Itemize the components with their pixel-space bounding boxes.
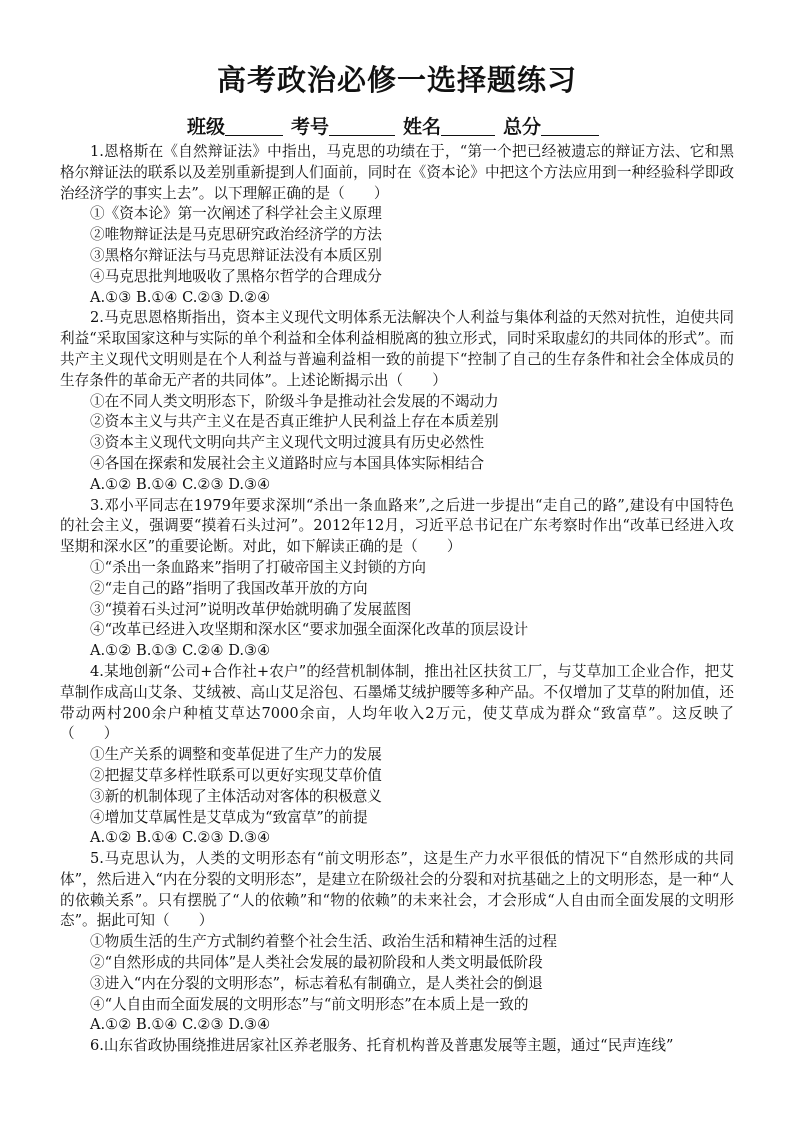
option-1: ①在不同人类文明形态下，阶级斗争是推动社会发展的不竭动力	[90, 392, 499, 410]
option-4: ④“人自由而全面发展的文明形态”与“前文明形态”在本质上是一致的	[90, 995, 529, 1013]
option-4: ④增加艾草属性是艾草成为“致富草”的前提	[90, 808, 368, 826]
exam-number-blank[interactable]	[329, 117, 395, 136]
exam-number-label: 考号	[290, 116, 329, 138]
total-score-label: 总分	[503, 116, 542, 138]
answer-choices: A.①② B.①④ C.②③ D.③④	[90, 829, 271, 847]
name-label: 姓名	[403, 116, 442, 138]
option-2: ②“走自己的路”指明了我国改革开放的方向	[90, 579, 368, 597]
page-title: 高考政治必修一选择题练习	[216, 63, 577, 97]
class-blank[interactable]	[225, 117, 283, 136]
option-3: ③“摸着石头过河”说明改革伊始就明确了发展蓝图	[90, 600, 412, 618]
question-3	[60, 496, 734, 662]
question-5	[60, 849, 734, 1036]
option-1: ①物质生活的生产方式制约着整个社会生活、政治生活和精神生活的过程	[90, 933, 558, 951]
option-3: ③进入“内在分裂的文明形态”，标志着私有制确立，是人类社会的倒退	[90, 974, 543, 992]
question-stem: 6.山东省政协围绕推进居家社区养老服务、托育机构普及普惠发展等主题，通过“民声连线”	[90, 1037, 674, 1055]
option-3: ③黑格尔辩证法与马克思辩证法没有本质区别	[90, 246, 382, 264]
question-6	[60, 1036, 734, 1057]
question-1	[60, 142, 734, 308]
question-stem: 4.某地创新“公司+合作社+农户”的经营机制体制，推出社区扶贫工厂，与艾草加工企业合作，把艾草制作成高山艾条、艾绒被、高山艾足浴包、石墨烯艾绒护腰等多种产品。不仅增加了艾草的附加值，还带动两村200余户种植艾草达7000余亩，人均年收入2万元，使艾草成为群众“致富草”。这反映了（ ）	[60, 662, 734, 743]
question-2	[60, 308, 734, 495]
option-4: ④马克思批判地吸收了黑格尔哲学的合理成分	[90, 267, 382, 285]
option-2: ②唯物辩证法是马克思研究政治经济学的方法	[90, 226, 382, 244]
student-info-line	[0, 112, 794, 139]
option-4: ④“改革已经进入攻坚期和深水区“要求加强全面深化改革的顶层设计	[90, 621, 529, 639]
option-1: ①生产关系的调整和变革促进了生产力的发展	[90, 746, 382, 764]
answer-choices: A.①② B.①③ C.②④ D.③④	[90, 642, 271, 660]
option-2: ②资本主义与共产主义在是否真正维护人民利益上存在本质差别	[90, 413, 499, 431]
question-list	[60, 142, 734, 1057]
answer-choices: A.①② B.①④ C.②③ D.③④	[90, 475, 271, 493]
question-stem: 5.马克思认为，人类的文明形态有“前文明形态”，这是生产力水平很低的情况下“自然形成的共同体”，然后进入“内在分裂的文明形态”，是建立在阶级社会的分裂和对抗基础之上的文明形态，是一种“人的依赖关系”。只有摆脱了“人的依赖”和“物的依赖”的未来社会，才会形成“人自由而全面发展的文明形态”。据此可知（ ）	[60, 850, 734, 930]
option-2: ②“自然形成的共同体”是人类社会发展的最初阶段和人类文明最低阶段	[90, 954, 543, 972]
option-2: ②把握艾草多样性联系可以更好实现艾草价值	[90, 766, 382, 784]
question-stem: 1.恩格斯在《自然辩证法》中指出，马克思的功绩在于，“第一个把已经被遗忘的辩证方法、它和黑格尔辩证法的联系以及差别重新提到人们面前，同时在《资本论》中把这个方法应用到一种经验科学即政治经济学的事实上去”。以下理解正确的是（ ）	[60, 143, 734, 202]
class-label: 班级	[186, 116, 225, 138]
option-3: ③新的机制体现了主体活动对客体的积极意义	[90, 787, 382, 805]
question-stem: 3.邓小平同志在1979年要求深圳“杀出一条血路来”,之后进一步提出“走自己的路”,建设有中国特色的社会主义，强调要“摸着石头过河”。2012年12月，习近平总书记在广东考察时作出“改革已经进入攻坚期和深水区”的重要论断。对此，如下解读正确的是（ ）	[60, 496, 734, 556]
answer-choices: A.①② B.①④ C.②③ D.③④	[90, 1016, 271, 1034]
option-3: ③资本主义现代文明向共产主义现代文明过渡具有历史必然性	[90, 434, 485, 452]
question-4	[60, 662, 734, 849]
option-4: ④各国在探索和发展社会主义道路时应与本国具体实际相结合	[90, 454, 485, 472]
option-1: ①《资本论》第一次阐述了科学社会主义原理	[90, 205, 382, 223]
question-stem: 2.马克思恩格斯指出，资本主义现代文明体系无法解决个人利益与集体利益的天然对抗性，迫使共同利益“采取国家这种与实际的单个利益和全体利益相脱离的独立形式，同时采取虚幻的共同体的形式”。而共产主义现代文明则是在个人利益与普遍利益相一致的前提下“控制了自己的生存条件和社会全体成员的生存条件的革命无产者的共同体”。上述论断揭示出（ ）	[60, 309, 734, 389]
name-blank[interactable]	[441, 117, 495, 136]
total-score-blank[interactable]	[541, 117, 599, 136]
answer-choices: A.①③ B.①④ C.②③ D.②④	[90, 288, 271, 306]
option-1: ①“杀出一条血路来”指明了打破帝国主义封锁的方向	[90, 558, 426, 576]
